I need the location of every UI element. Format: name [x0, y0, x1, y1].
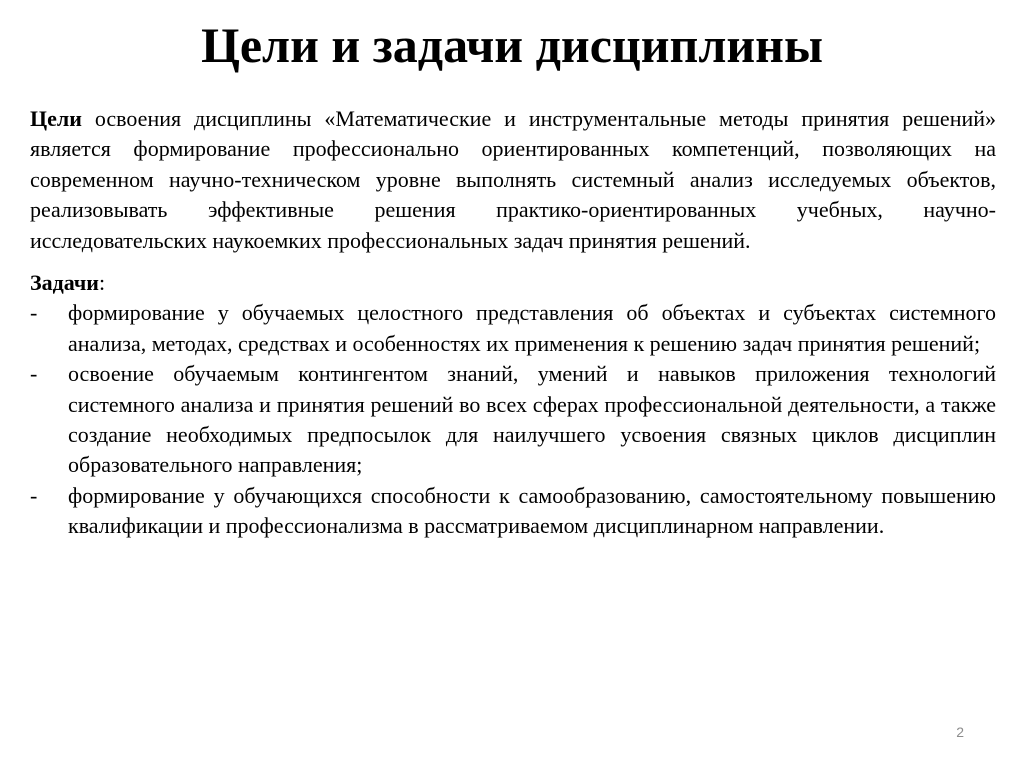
task-bullet: -	[30, 482, 38, 508]
task-item	[30, 481, 996, 542]
task-item	[30, 359, 996, 481]
task-text: формирование у обучаемых целостного представления об объектах и субъектах системного анализа, методах, средствах и особенностях их применения к решению задач принятия решений;	[68, 300, 996, 356]
goals-paragraph	[30, 104, 996, 256]
task-bullet: -	[30, 361, 38, 387]
slide-content	[30, 104, 996, 542]
tasks-list	[30, 298, 996, 541]
slide-title: Цели и задачи дисциплины	[200, 17, 824, 73]
goals-text: освоения дисциплины «Математические и инструментальные методы принятия решений» является формирование профессионально ориентированных компетенций, позволяющих на современном научно-техническом уровне выполнять системный анализ исследуемых объектов, реализовывать эффективные решения практико-ориентированных учебных, научно-исследовательских наукоемких профессиональных задач принятия решений.	[30, 106, 997, 253]
goals-label: Цели	[30, 106, 82, 131]
task-item	[30, 298, 996, 359]
tasks-heading	[30, 268, 996, 298]
task-text: формирование у обучающихся способности к самообразованию, самостоятельному повышению квалификации и профессионализма в рассматриваемом дисциплинарном направлении.	[68, 482, 996, 539]
paragraph-spacer	[30, 256, 996, 268]
task-bullet: -	[30, 300, 38, 326]
page-number: 2	[956, 724, 964, 740]
task-text: освоение обучаемым контингентом знаний, умений и навыков приложения технологий системного анализа и принятия решений во всех сферах профессиональной деятельности, а также создание необходимых предпосылок для наилучшего усвоения связных циклов дисциплин образовательного направления;	[68, 361, 996, 478]
tasks-label: Задачи	[30, 270, 99, 296]
tasks-colon: :	[98, 270, 106, 296]
